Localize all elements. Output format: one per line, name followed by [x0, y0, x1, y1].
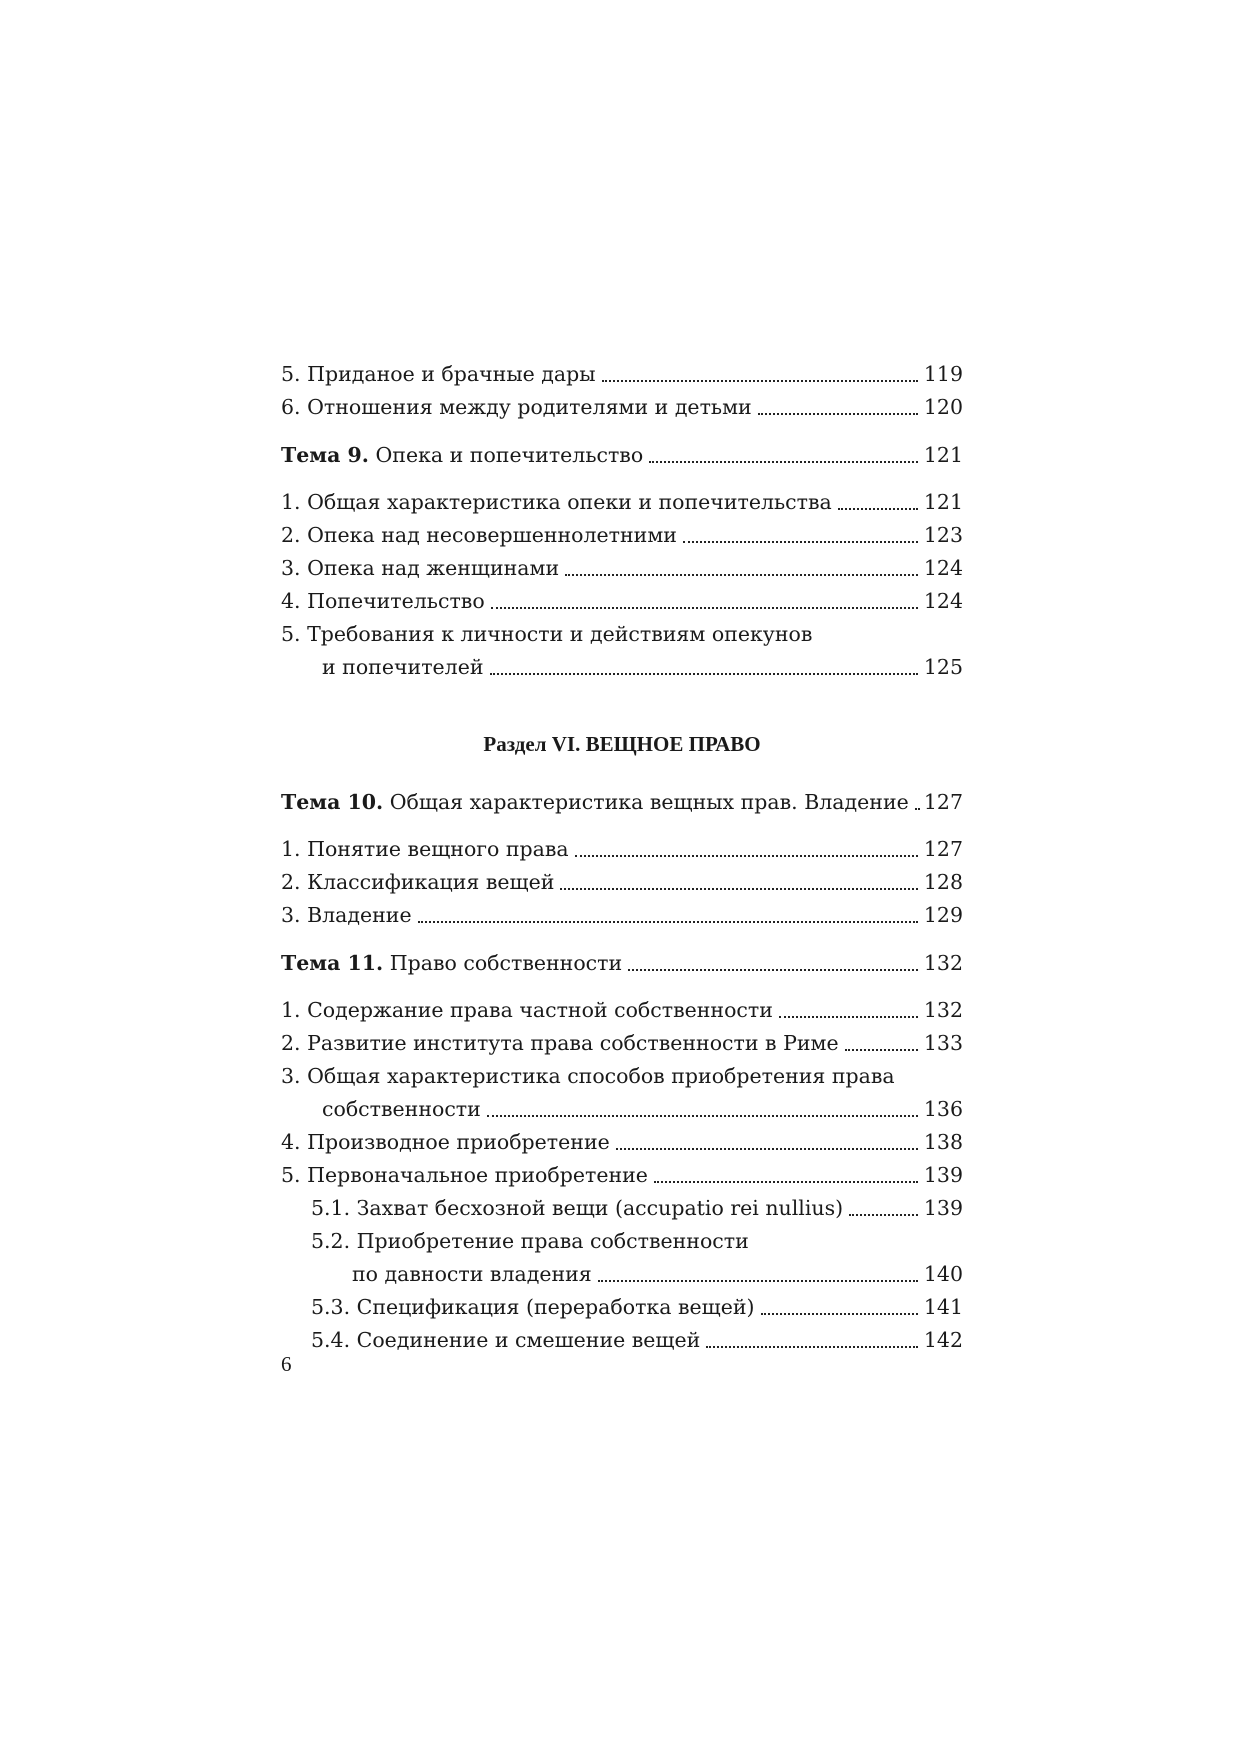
dot-leader — [575, 855, 918, 857]
toc-entry-title: 5.4. Соединение и смешение вещей — [311, 1328, 701, 1352]
dot-leader — [849, 1214, 918, 1216]
topic-name: Общая характеристика вещных прав. Владение — [389, 790, 909, 814]
dot-leader — [487, 1115, 918, 1117]
toc-entry-page: 127 — [923, 837, 963, 861]
toc-entry-continuation — [281, 651, 963, 684]
toc-entry-page: 132 — [923, 998, 963, 1022]
dot-leader — [758, 413, 918, 415]
toc-entry-page: 129 — [923, 903, 963, 927]
dot-leader — [418, 921, 918, 923]
dot-leader — [602, 380, 918, 382]
dot-leader — [761, 1313, 918, 1315]
toc-entry-page: 120 — [923, 395, 963, 419]
toc-entry-title-line2: и попечителей — [322, 655, 484, 679]
dot-leader — [683, 541, 918, 543]
toc-entry-title-line1: 5. Требования к личности и действиям опекунов — [281, 622, 813, 646]
toc-entry-title: 2. Развитие института права собственности в Риме — [281, 1031, 839, 1055]
toc-entry[interactable] — [281, 1027, 963, 1060]
toc-entry-page: 132 — [923, 951, 963, 975]
topic-label: Тема 10. — [281, 790, 384, 814]
toc-entry-title: 1. Общая характеристика опеки и попечительства — [281, 490, 832, 514]
toc-entry[interactable] — [281, 994, 963, 1027]
topic-name: Опека и попечительство — [375, 443, 644, 467]
dot-leader — [845, 1049, 918, 1051]
toc-topic-heading[interactable] — [281, 786, 963, 819]
toc-entry-page: 142 — [923, 1328, 963, 1352]
toc-entry-page: 124 — [923, 589, 963, 613]
dot-leader — [628, 969, 918, 971]
toc-subentry[interactable] — [281, 1324, 963, 1357]
toc-entry-title-line2: по давности владения — [352, 1262, 592, 1286]
toc-topic-title — [281, 439, 643, 472]
toc-entry-title-line1: 5.2. Приобретение права собственности — [311, 1229, 749, 1253]
toc-entry-page: 125 — [923, 655, 963, 679]
toc-entry-page: 128 — [923, 870, 963, 894]
page-number: 6 — [281, 1352, 292, 1376]
toc-entry-page: 133 — [923, 1031, 963, 1055]
dot-leader — [649, 461, 918, 463]
toc-entry[interactable] — [281, 585, 963, 618]
toc-topic-heading[interactable] — [281, 439, 963, 472]
toc-entry[interactable] — [281, 519, 963, 552]
toc-subentry-multiline[interactable] — [281, 1225, 963, 1291]
dot-leader — [560, 888, 917, 890]
toc-subentry[interactable] — [281, 1192, 963, 1225]
toc-topic-title — [281, 947, 622, 980]
toc-entry-title: 6. Отношения между родителями и детьми — [281, 395, 752, 419]
toc-entry-page: 136 — [923, 1097, 963, 1121]
toc-entry-title: 2. Опека над несовершеннолетними — [281, 523, 677, 547]
dot-leader — [565, 574, 918, 576]
toc-entry-page: 141 — [923, 1295, 963, 1319]
toc-entry-page: 127 — [923, 790, 963, 814]
toc-entry[interactable] — [281, 866, 963, 899]
toc-entry-title: 4. Попечительство — [281, 589, 485, 613]
table-of-contents — [281, 358, 963, 1357]
dot-leader — [706, 1346, 918, 1348]
toc-entry[interactable] — [281, 358, 963, 391]
toc-topic-heading[interactable] — [281, 947, 963, 980]
toc-entry-page: 139 — [923, 1196, 963, 1220]
toc-entry-page: 138 — [923, 1130, 963, 1154]
toc-entry-title-line1: 3. Общая характеристика способов приобретения права — [281, 1064, 895, 1088]
toc-entry-page: 121 — [923, 490, 963, 514]
topic-label: Тема 11. — [281, 951, 384, 975]
toc-entry-title: 5. Первоначальное приобретение — [281, 1163, 648, 1187]
dot-leader — [779, 1016, 918, 1018]
topic-label: Тема 9. — [281, 443, 369, 467]
toc-entry-title: 5.3. Спецификация (переработка вещей) — [311, 1295, 755, 1319]
toc-entry-page: 140 — [923, 1262, 963, 1286]
dot-leader — [838, 508, 918, 510]
toc-entry-multiline[interactable] — [281, 1060, 963, 1126]
toc-entry[interactable] — [281, 1126, 963, 1159]
toc-entry-title: 5. Приданое и брачные дары — [281, 362, 596, 386]
dot-leader — [598, 1280, 918, 1282]
toc-entry-title: 3. Опека над женщинами — [281, 556, 560, 580]
toc-entry-page: 119 — [923, 362, 963, 386]
toc-entry[interactable] — [281, 1159, 963, 1192]
toc-entry[interactable] — [281, 899, 963, 932]
toc-entry-continuation — [281, 1258, 963, 1291]
toc-entry[interactable] — [281, 391, 963, 424]
toc-entry-title: 1. Понятие вещного права — [281, 837, 569, 861]
toc-entry[interactable] — [281, 486, 963, 519]
toc-subentry[interactable] — [281, 1291, 963, 1324]
dot-leader — [491, 607, 918, 609]
toc-topic-title — [281, 786, 909, 819]
section-heading: Раздел VI. ВЕЩНОЕ ПРАВО — [483, 732, 761, 756]
dot-leader — [915, 808, 918, 810]
toc-entry-title: 3. Владение — [281, 903, 412, 927]
toc-entry[interactable] — [281, 552, 963, 585]
dot-leader — [490, 673, 918, 675]
toc-entry-title: 1. Содержание права частной собственности — [281, 998, 773, 1022]
toc-entry-page: 124 — [923, 556, 963, 580]
toc-entry-page: 121 — [923, 443, 963, 467]
dot-leader — [654, 1181, 918, 1183]
topic-name: Право собственности — [389, 951, 623, 975]
toc-entry-title-line2: собственности — [322, 1097, 481, 1121]
toc-entry-page: 139 — [923, 1163, 963, 1187]
toc-entry-title: 4. Производное приобретение — [281, 1130, 610, 1154]
toc-entry[interactable] — [281, 833, 963, 866]
toc-entry-page: 123 — [923, 523, 963, 547]
toc-entry-continuation — [281, 1093, 963, 1126]
toc-entry-title: 2. Классификация вещей — [281, 870, 555, 894]
toc-entry-multiline[interactable] — [281, 618, 963, 684]
dot-leader — [616, 1148, 918, 1150]
toc-entry-title: 5.1. Захват бесхозной вещи (accupatio rei nullius) — [311, 1196, 844, 1220]
